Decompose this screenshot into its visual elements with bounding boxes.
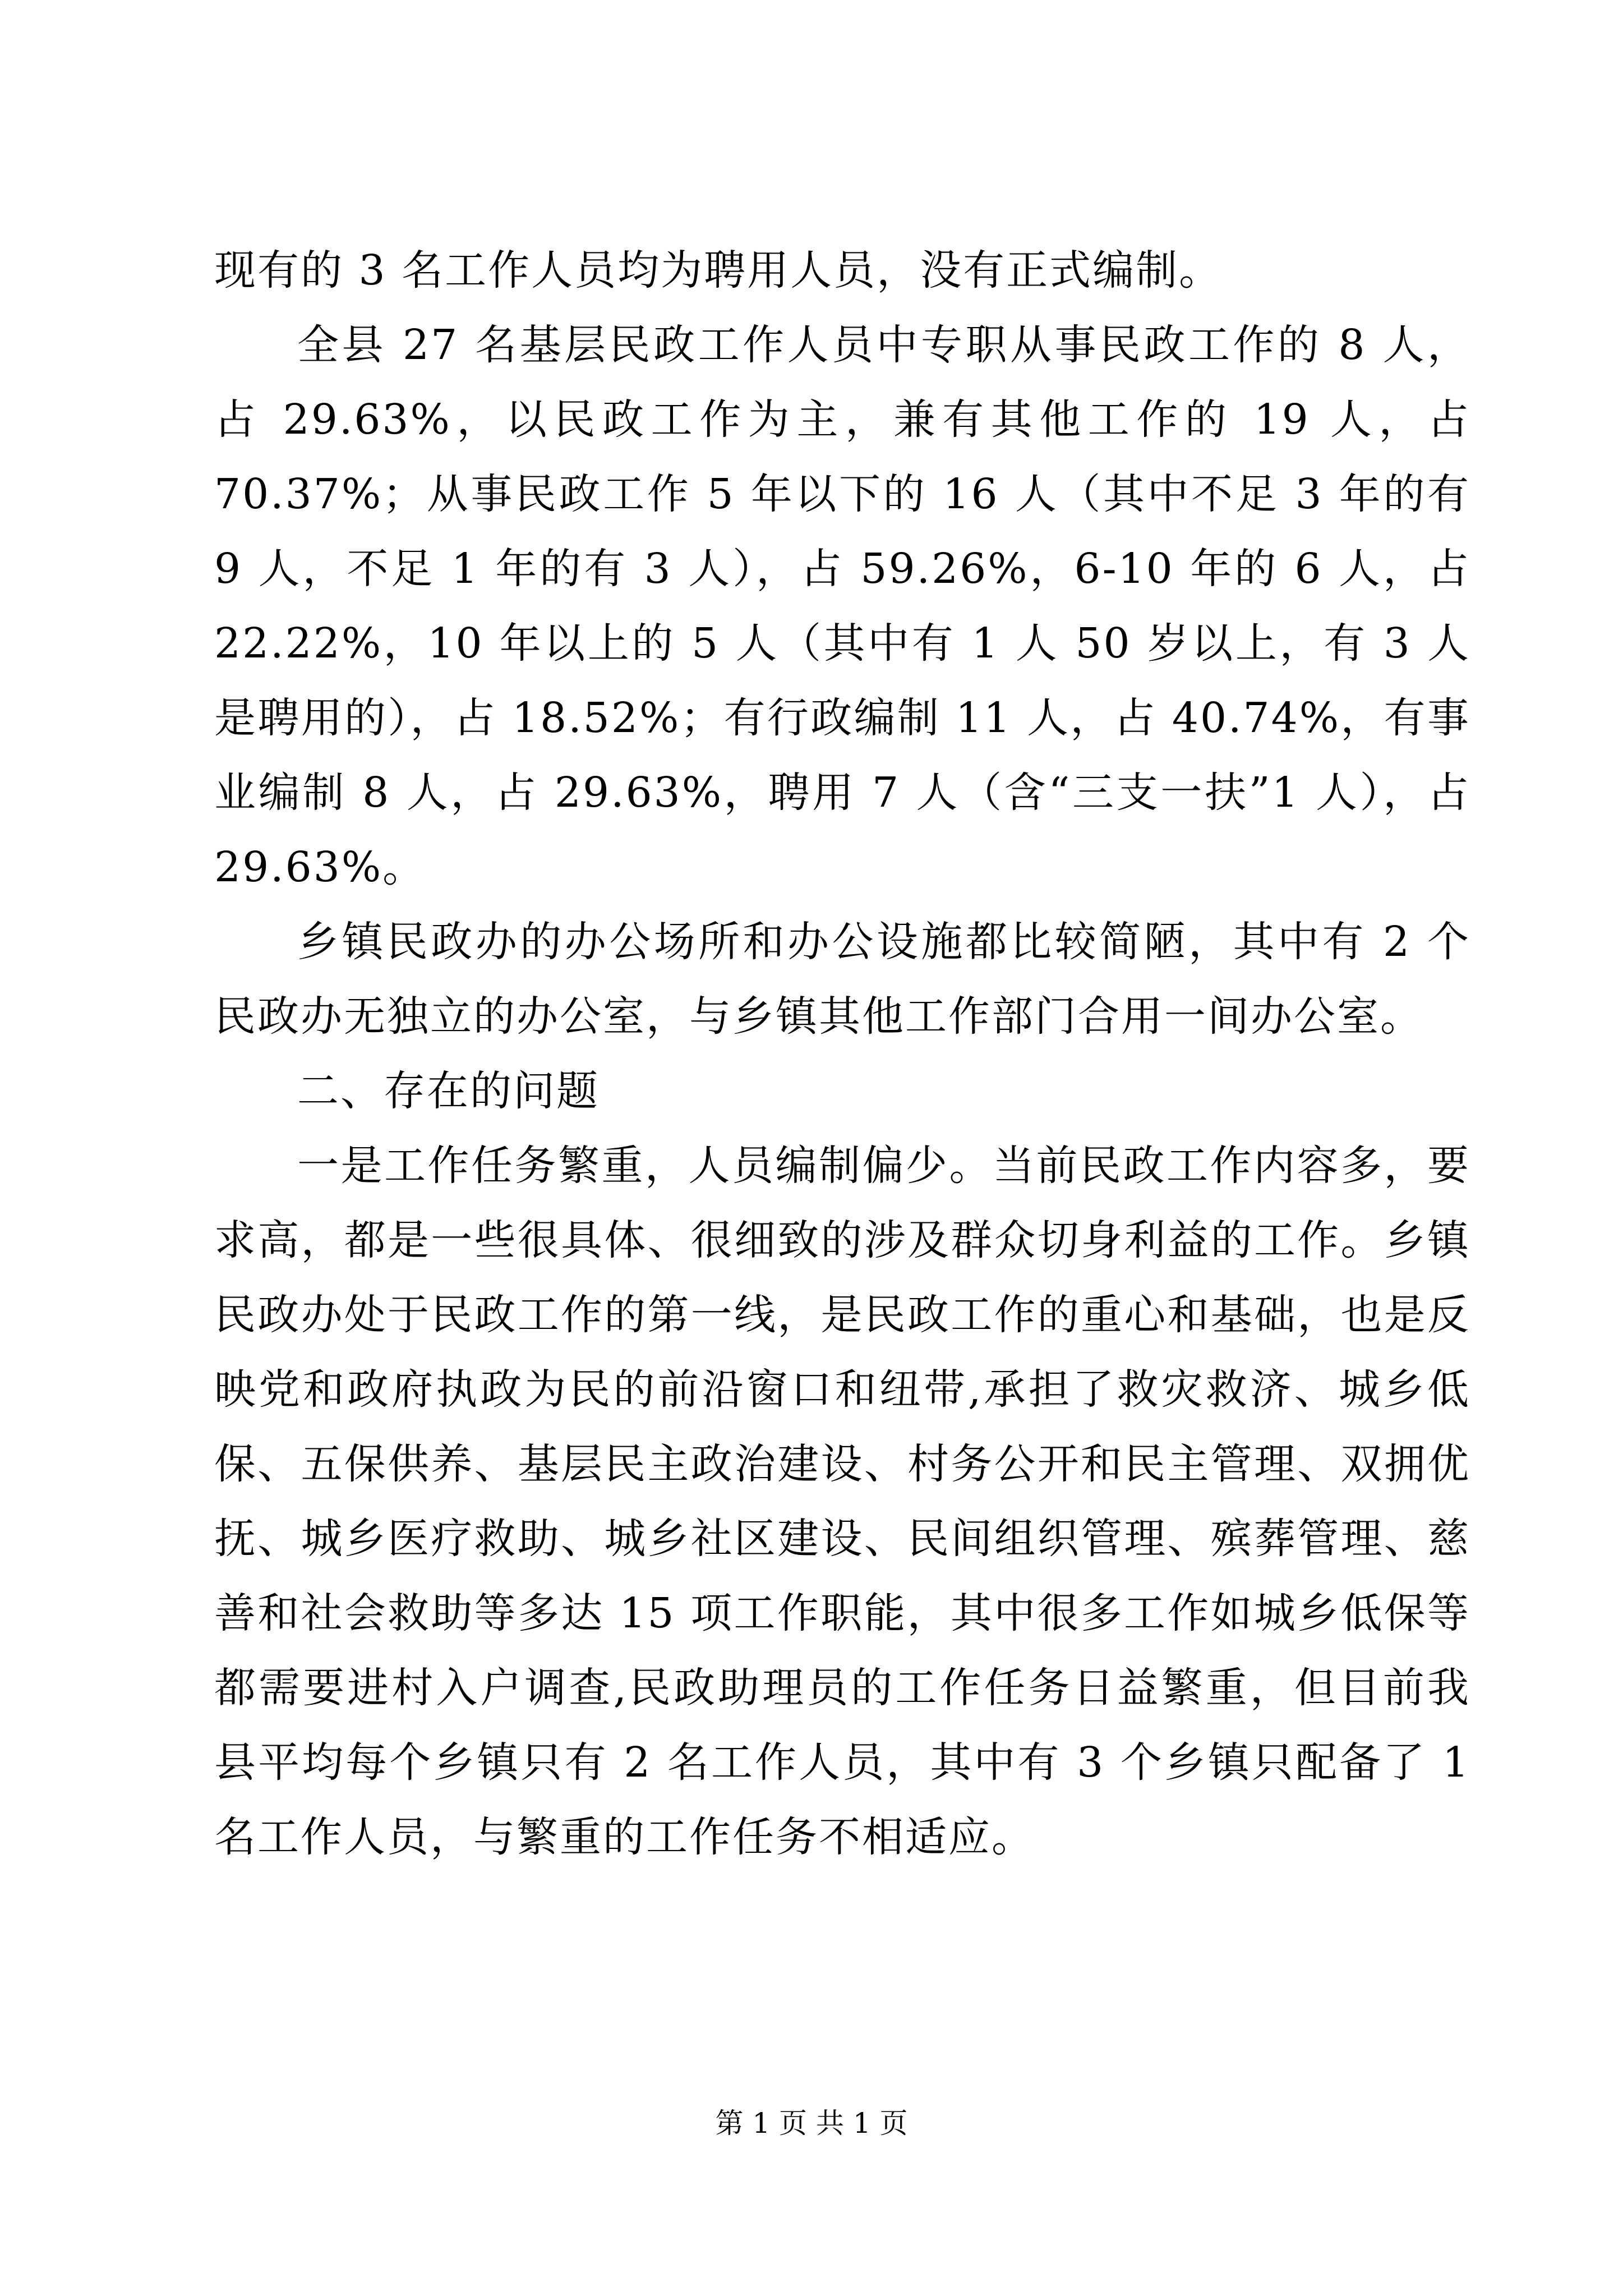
document-body: [214, 233, 1470, 1875]
section-heading-problems: 二、存在的问题: [297, 1067, 600, 1115]
paragraph-office-conditions: 乡镇民政办的办公场所和办公设施都比较简陋，其中有 2 个民政办无独立的办公室，与乡镇其他工作部门合用一间办公室。: [214, 918, 1470, 1041]
paragraph-staff-statistics: 全县 27 名基层民政工作人员中专职从事民政工作的 8 人，占 29.63%，以民政工作为主，兼有其他工作的 19 人，占 70.37%；从事民政工作 5 年以下的 16 人（其中不足 3 年的有 9 人，不足 1 年的有 3 人），占 59.26%，6-10 年的 6 人，占 22.22%，10 年以上的 5 人（其中有 1 人 50 岁以上，有 3 人是聘用的），占 18.52%；有行政编制 11 人，占 40.74%，有事业编制 8 人，占 29.63%，聘用 7 人（含“三支一扶”1 人），占 29.63%。: [214, 321, 1470, 891]
paragraph-problem-one: 一是工作任务繁重，人员编制偏少。当前民政工作内容多，要求高，都是一些很具体、很细致的涉及群众切身利益的工作。乡镇民政办处于民政工作的第一线，是民政工作的重心和基础，也是反映党和政府执政为民的前沿窗口和纽带,承担了救灾救济、城乡低保、五保供养、基层民主政治建设、村务公开和民主管理、双拥优抚、城乡医疗救助、城乡社区建设、民间组织管理、殡葬管理、慈善和社会救助等多达 15 项工作职能，其中很多工作如城乡低保等都需要进村入户调查,民政助理员的工作任务日益繁重，但目前我县平均每个乡镇只有 2 名工作人员，其中有 3 个乡镇只配备了 1 名工作人员，与繁重的工作任务不相适应。: [214, 1142, 1470, 1861]
paragraph-staffing-note: 现有的 3 名工作人员均为聘用人员，没有正式编制。: [214, 246, 1223, 295]
page-footer: 第 1 页 共 1 页: [715, 2107, 908, 2139]
